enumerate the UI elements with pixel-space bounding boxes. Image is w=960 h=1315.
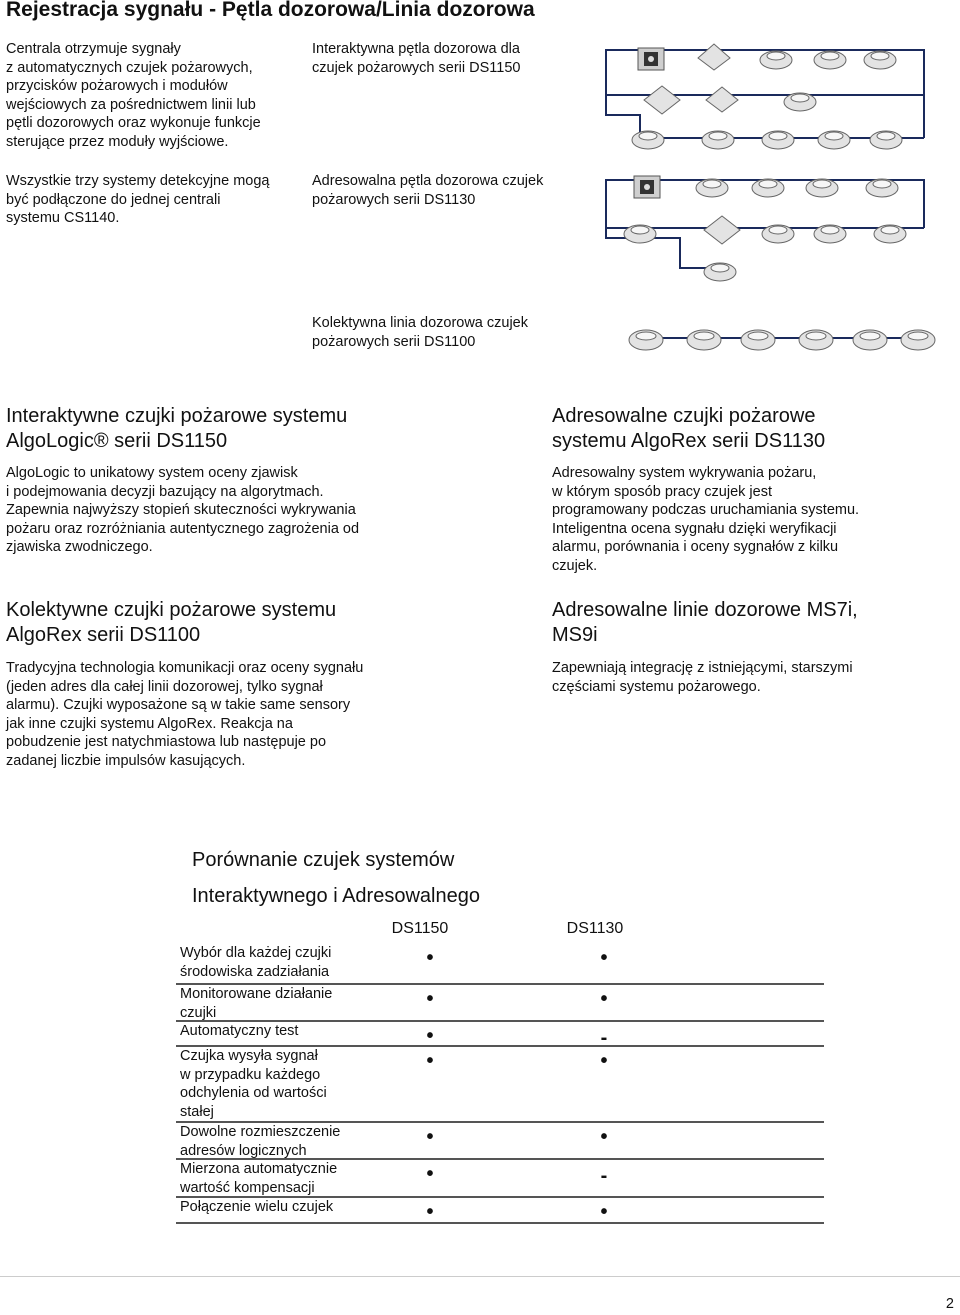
row-label: Czujka wysyła sygnał w przypadku każdego odchylenia od wartości stałej [180,1048,327,1120]
interactive-loop-diagram [600,40,930,160]
table-row [176,1045,824,1123]
row-label: Wybór dla każdej czujki środowiska zadziałania [180,945,332,980]
collective-line-diagram [620,320,940,360]
ds1130-mark: • [600,947,608,969]
table-row [176,1196,824,1224]
ds1150-mark: • [426,1126,434,1148]
section-ds1100-heading: Kolektywne czujki pożarowe systemu AlgoRex serii DS1100 [6,599,337,646]
detector-icon [632,44,902,149]
table-row [176,983,824,1022]
ds1150-mark: • [426,1163,434,1185]
row-label: Automatyczny test [180,1023,299,1039]
ds1150-mark: • [426,1050,434,1072]
page-title: Rejestracja sygnału - Pętla dozorowa/Linia dozorowa [6,0,535,21]
section-ms7i-heading: Adresowalne linie dozorowe MS7i, MS9i [552,599,858,646]
manual-call-point-icon [634,176,660,198]
section-ms7i-body: Zapewniają integrację z istniejącymi, starszymi częściami systemu pożarowego. [552,660,853,695]
section-ds1100-body: Tradycyjna technologia komunikacji oraz oceny sygnału (jeden adres dla całej linii dozorowej, tylko sygnał alarmu). Czujki wyposażone są w takie same sensory jak inne czujki systemu AlgoRex. Reakcja na pobudzenie jest natychmiastowa lub następuje po zadanej liczbie impulsów kasujących. [6,660,364,769]
column-header-ds1130: DS1130 [566,920,624,937]
loop2-caption: Adresowalna pętla dozorowa czujek pożarowych serii DS1130 [312,173,544,208]
page-number: 2 [945,1296,954,1312]
comparison-title: Porównanie czujek systemów Interaktywnego i Adresowalnego [192,849,480,907]
table-row [176,942,824,985]
row-label: Monitorowane działanie czujki [180,986,333,1021]
section-ds1130-body: Adresowalny system wykrywania pożaru, w którym sposób pracy czujek jest programowany podczas uruchamiania systemu. Inteligentna ocena sygnału dzięki weryfikacji alarmu, porównania i oceny sygnałów z kilku czujek. [552,465,860,574]
row-label: Połączenie wielu czujek [180,1199,334,1215]
table-row [176,1158,824,1198]
ds1150-mark: • [426,1201,434,1223]
ds1130-mark: • [600,1201,608,1223]
detector-icon [629,330,935,350]
loop1-caption: Interaktywna pętla dozorowa dla czujek pożarowych serii DS1150 [312,41,521,76]
row-label: Mierzona automatycznie wartość kompensacji [180,1161,338,1196]
ds1130-mark: - [600,1027,608,1049]
table-row [176,1121,824,1160]
line-caption: Kolektywna linia dozorowa czujek pożarowych serii DS1100 [312,315,528,350]
row-label: Dowolne rozmieszczenie adresów logicznych [180,1124,341,1159]
ds1130-mark: • [600,988,608,1010]
detector-icon [624,179,906,281]
addressable-loop-diagram [600,168,930,288]
ds1130-mark: • [600,1050,608,1072]
ds1130-mark: • [600,1126,608,1148]
column-header-ds1150: DS1150 [391,920,449,937]
ds1150-mark: • [426,988,434,1010]
ds1130-mark: - [600,1165,608,1187]
footer-divider [0,1276,960,1277]
manual-call-point-icon [638,48,664,70]
section-ds1130-heading: Adresowalne czujki pożarowe systemu AlgoRex serii DS1130 [552,405,826,452]
ds1150-mark: • [426,1025,434,1047]
intro-paragraph-1: Centrala otrzymuje sygnały z automatycznych czujek pożarowych, przycisków pożarowych i modułów wejściowych za pośrednictwem linii lub pętli dozorowych oraz wykonuje funkcje sterujące przez moduły wyjściowe. [6,41,261,150]
table-row [176,1020,824,1047]
ds1150-mark: • [426,947,434,969]
section-ds1150-heading: Interaktywne czujki pożarowe systemu AlgoLogic® serii DS1150 [6,405,348,452]
section-ds1150-body: AlgoLogic to unikatowy system oceny zjawisk i podejmowania decyzji bazujący na algorytmach. Zapewnia najwyższy stopień skuteczności wykrywania pożaru oraz rozróżniania autentycznego zagrożenia od zjawiska zwodniczego. [6,465,360,555]
intro-paragraph-2: Wszystkie trzy systemy detekcyjne mogą być podłączone do jednej centrali systemu CS1140. [6,173,270,226]
